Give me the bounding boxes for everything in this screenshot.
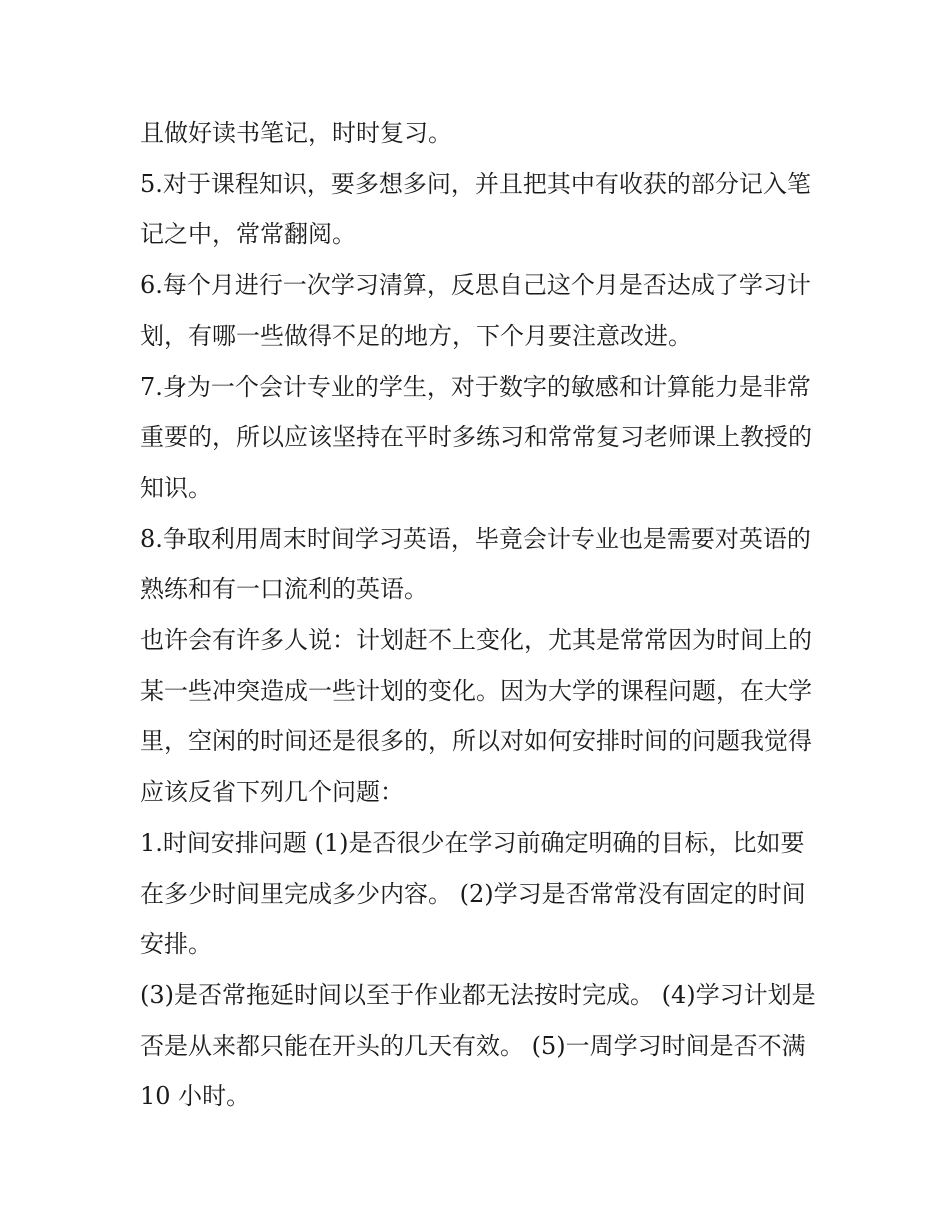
paragraph-time-issue-2: (3)是否常拖延时间以至于作业都无法按时完成。 (4)学习计划是否是从来都只能在开头的几天有效。 (5)一周学习时间是否不满 10 小时。: [140, 980, 816, 1111]
paragraph-item-7: 7.身为一个会计专业的学生，对于数字的敏感和计算能力是非常重要的，所以应该坚持在平时多练习和常常复习老师课上教授的知识。: [140, 372, 812, 502]
paragraph-study-notes: 且做好读书笔记，时时复习。: [140, 119, 452, 147]
paragraph-time-issue-1: 1.时间安排问题 (1)是否很少在学习前确定明确的目标，比如要在多少时间里完成多少内容。 (2)学习是否常常没有固定的时间安排。: [140, 828, 806, 959]
paragraph-item-6: 6.每个月进行一次学习清算，反思自己这个月是否达成了学习计划，有哪一些做得不足的地方，下个月要注意改进。: [140, 271, 811, 350]
document-body: [140, 108, 820, 1122]
paragraph-plan-changes: 也许会有许多人说：计划赶不上变化，尤其是常常因为时间上的某一些冲突造成一些计划的变化。因为大学的课程问题，在大学里，空闲的时间还是很多的，所以对如何安排时间的问题我觉得应该反省下列几个问题：: [140, 626, 812, 807]
paragraph-item-5: 5.对于课程知识，要多想多问，并且把其中有收获的部分记入笔记之中，常常翻阅。: [140, 169, 811, 249]
paragraph-item-8: 8.争取利用周末时间学习英语，毕竟会计专业也是需要对英语的熟练和有一口流利的英语。: [140, 524, 811, 604]
